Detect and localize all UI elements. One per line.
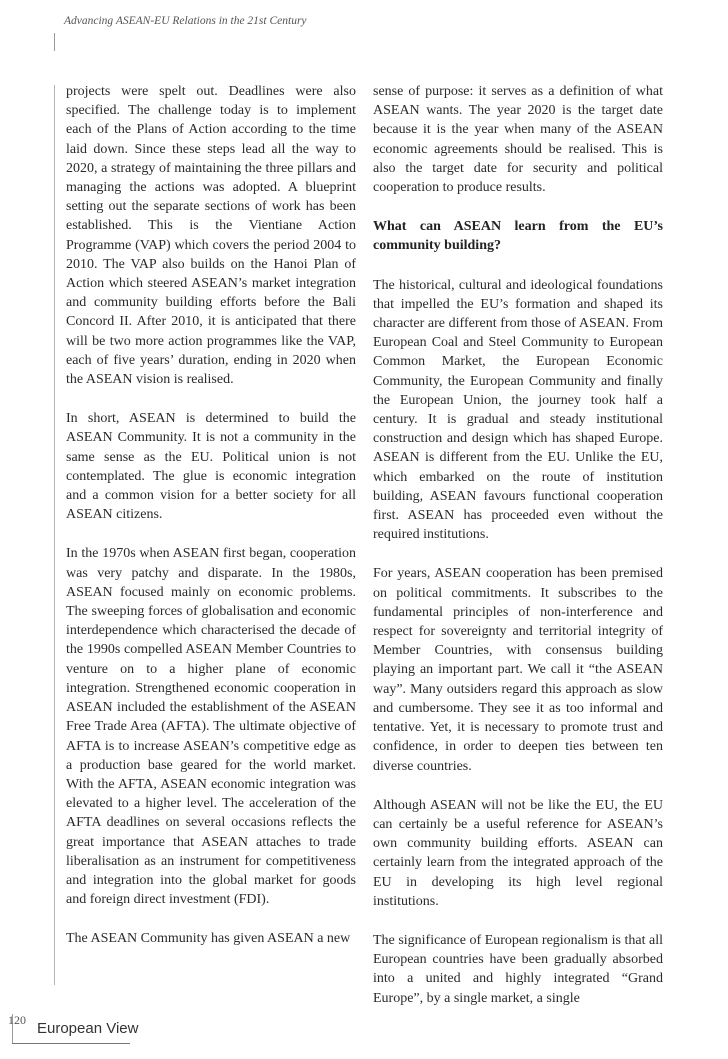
- page-number: 120: [8, 1013, 26, 1027]
- paragraph: The historical, cultural and ideological foundations that impelled the EU’s formation and shaped its character are different from those of ASEAN. From European Coal and Steel Community to European Common Market, the European Economic Community, the European Community and finally the European Union, the journey took half a century. It is gradual and steady institutional construction and design which has shaped Europe. ASEAN is different from the EU. Unlike the EU, which embarked on the route of institution building, ASEAN favours functional cooperation first. ASEAN has proceeded even without the required institutions.: [373, 277, 663, 543]
- journal-name: European View: [37, 1020, 139, 1037]
- running-head: Advancing ASEAN-EU Relations in the 21st Century: [64, 15, 307, 27]
- paragraph: The ASEAN Community has given ASEAN a new: [66, 931, 351, 947]
- paragraph: Although ASEAN will not be like the EU, the EU can certainly be a useful reference for ASEAN’s own community building efforts. ASEAN can certainly learn from the integrated approach of the EU in developing its high level regional institutions.: [373, 797, 663, 909]
- paragraph: sense of purpose: it serves as a definition of what ASEAN wants. The year 2020 is the target date because it is the year when many of the ASEAN economic agreements should be realised. This is also the target date for security and political cooperation to produce results.: [373, 84, 663, 196]
- paragraph: In short, ASEAN is determined to build the ASEAN Community. It is not a community in the same sense as the EU. Political union is not contemplated. The glue is economic integration and a common vision for a better society for all ASEAN citizens.: [66, 411, 356, 523]
- left-margin-rule: [54, 85, 55, 985]
- left-column: [66, 82, 356, 969]
- section-heading: What can ASEAN learn from the EU’s community building?: [373, 219, 663, 254]
- paragraph: projects were spelt out. Deadlines were also specified. The challenge today is to implement each of the Plans of Action according to the time laid down. Since these steps lead all the way to 2020, a strategy of maintaining the three pillars and managing the actions was adopted. A blueprint setting out the separate sections of work has been established. This is the Vientiane Action Programme (VAP) which covers the period 2004 to 2010. The VAP also builds on the Hanoi Plan of Action which steered ASEAN’s market integration and community building efforts before the Bali Concord II. After 2010, it is anticipated that there will be two more action programmes like the VAP, each of five years’ duration, ending in 2020 when the ASEAN vision is realised.: [66, 84, 356, 388]
- paragraph: The significance of European regionalism is that all European countries have been gradually absorbed into a united and highly integrated “Grand Europe”, by a single market, a single: [373, 932, 663, 1006]
- right-column: [373, 82, 663, 1028]
- footer-rule: [12, 1043, 130, 1044]
- paragraph: In the 1970s when ASEAN first began, cooperation was very patchy and disparate. In the 1980s, ASEAN focused mainly on economic problems. The sweeping forces of globalisation and economic interdependence which characterised the decade of the 1990s compelled ASEAN Member Countries to venture on to a higher plane of economic integration. Strengthened economic cooperation in ASEAN included the establishment of the ASEAN Free Trade Area (AFTA). The ultimate objective of AFTA is to increase ASEAN’s competitive edge as a production base geared for the world market. With the AFTA, ASEAN economic integration was elevated to a higher level. The acceleration of the AFTA deadlines on several occasions reflects the great importance that ASEAN attaches to trade liberalisation as an instrument for competitiveness and integration into the global market for goods and foreign direct investment (FDI).: [66, 546, 356, 908]
- header-rule: [54, 33, 55, 51]
- paragraph: For years, ASEAN cooperation has been premised on political commitments. It subscribes to the fundamental principles of non-interference and respect for sovereignty and territorial integrity of Member Countries, with consensus building playing an important part. We call it “the ASEAN way”. Many outsiders regard this approach as slow and cumbersome. They see it as too informal and tentative. Yet, it is necessary to promote trust and confidence, in order to deepen ties between ten diverse countries.: [373, 566, 663, 774]
